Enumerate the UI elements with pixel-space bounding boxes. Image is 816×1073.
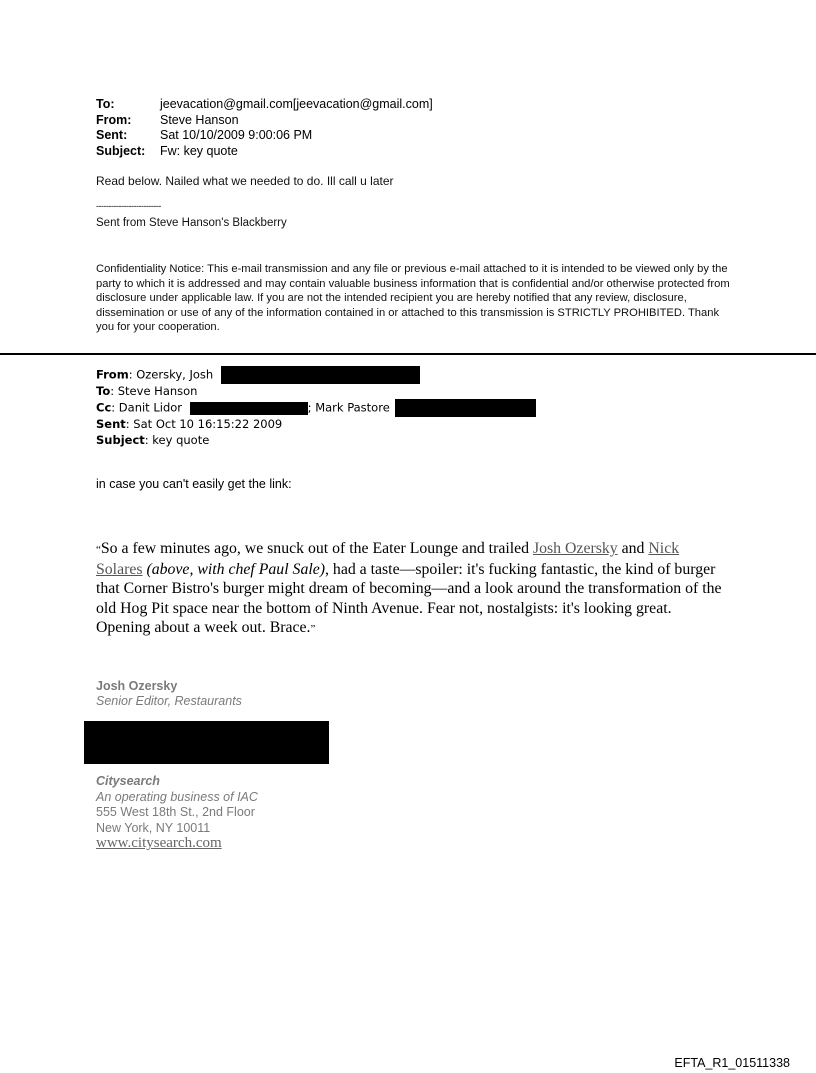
quote-text-1: So a few minutes ago, we snuck out of the Eater Lounge and trailed [100, 540, 533, 557]
separator-line: -------------------------- [96, 201, 161, 211]
to-value: jeevacation@gmail.com[jeevacation@gmail.com] [160, 97, 433, 111]
redaction-box [395, 399, 536, 417]
fwd-sent-row [96, 417, 536, 432]
fwd-subject-row [96, 433, 536, 448]
fwd-cc-row [96, 399, 536, 417]
forwarded-header [96, 366, 536, 448]
company-url-link[interactable]: www.citysearch.com [96, 835, 222, 852]
fwd-from-row [96, 366, 536, 384]
redaction-box [221, 366, 420, 384]
fwd-cc-value-1: : Danit Lidor [111, 400, 183, 415]
quote-text-3: , had a taste—spoiler: it's fucking fantastic, the kind of burger that Corner Bistro's burger might dream of becoming—and a look around the transformation of the old Hog Pit space near the bottom of Ninth Avenue. Fear not, nostalgists: it's looking great. Opening about a week out. Brace. [96, 561, 722, 636]
sent-value: Sat 10/10/2009 9:00:06 PM [160, 128, 313, 142]
fwd-to-value: : Steve Hanson [110, 384, 198, 398]
fwd-sent-value: : Sat Oct 10 16:15:22 2009 [125, 417, 283, 432]
fwd-from-label: From [96, 367, 129, 382]
company-name: Citysearch [96, 774, 160, 788]
josh-ozersky-link[interactable]: Josh Ozersky [532, 540, 618, 557]
signature-name: Josh Ozersky [96, 679, 178, 693]
redaction-box [84, 721, 329, 764]
to-label: To: [96, 97, 115, 111]
header-from-row [96, 113, 433, 129]
header-to-row [96, 97, 433, 113]
company-business: An operating business of IAC [96, 789, 258, 804]
close-quote-mark: ” [310, 622, 316, 635]
open-quote-mark: “ [96, 544, 101, 556]
signature-title: Senior Editor, Restaurants [96, 694, 242, 708]
from-label: From: [96, 112, 132, 127]
divider [0, 353, 816, 355]
from-value: Steve Hanson [160, 112, 239, 127]
fwd-subject-value: : key quote [144, 432, 210, 447]
fwd-from-value: : Ozersky, Josh [128, 367, 214, 382]
fwd-to-label: To [96, 384, 111, 398]
header-subject-row [96, 144, 433, 160]
header-sent-row [96, 128, 433, 144]
email-header [96, 97, 433, 159]
quote-italic: (above, with chef Paul Sale) [142, 561, 326, 579]
fwd-cc-value-2: ; Mark Pastore [307, 400, 390, 415]
nick-solares-link[interactable]: Nick Solares [96, 540, 680, 579]
document-id-stamp: EFTA_R1_01511338 [674, 1056, 790, 1070]
subject-label: Subject: [96, 143, 146, 158]
quoted-passage [96, 539, 726, 639]
fwd-to-row [96, 384, 536, 399]
fwd-sent-label: Sent [96, 417, 126, 432]
fwd-subject-label: Subject [96, 432, 145, 447]
quote-text-2: and [617, 540, 649, 557]
subject-value: Fw: key quote [160, 143, 238, 158]
redaction-box [190, 402, 308, 415]
sent-label: Sent: [96, 128, 128, 142]
sent-from-line: Sent from Steve Hanson's Blackberry [96, 217, 287, 229]
intro-line: in case you can't easily get the link: [96, 477, 292, 491]
confidentiality-notice: Confidentiality Notice: This e-mail transmission and any file or previous e-mail attached to it is intended to be viewed only by the party to which it is addressed and may contain valuable business information that is confidential and/or otherwise protected from disclosure under applicable law. If you are not the intended recipient you are hereby notified that any review, disclosure, dissemination or use of any of the information contained in or attached to this transmission is STRICTLY PROHIBITED. Thank you for your cooperation. [96, 263, 730, 334]
company-block [96, 774, 258, 852]
fwd-cc-label: Cc [96, 400, 112, 415]
company-address-2: New York, NY 10011 [96, 820, 211, 835]
body-line: Read below. Nailed what we needed to do. Ill call u later [96, 174, 394, 188]
company-address-1: 555 West 18th St., 2nd Floor [96, 805, 255, 820]
